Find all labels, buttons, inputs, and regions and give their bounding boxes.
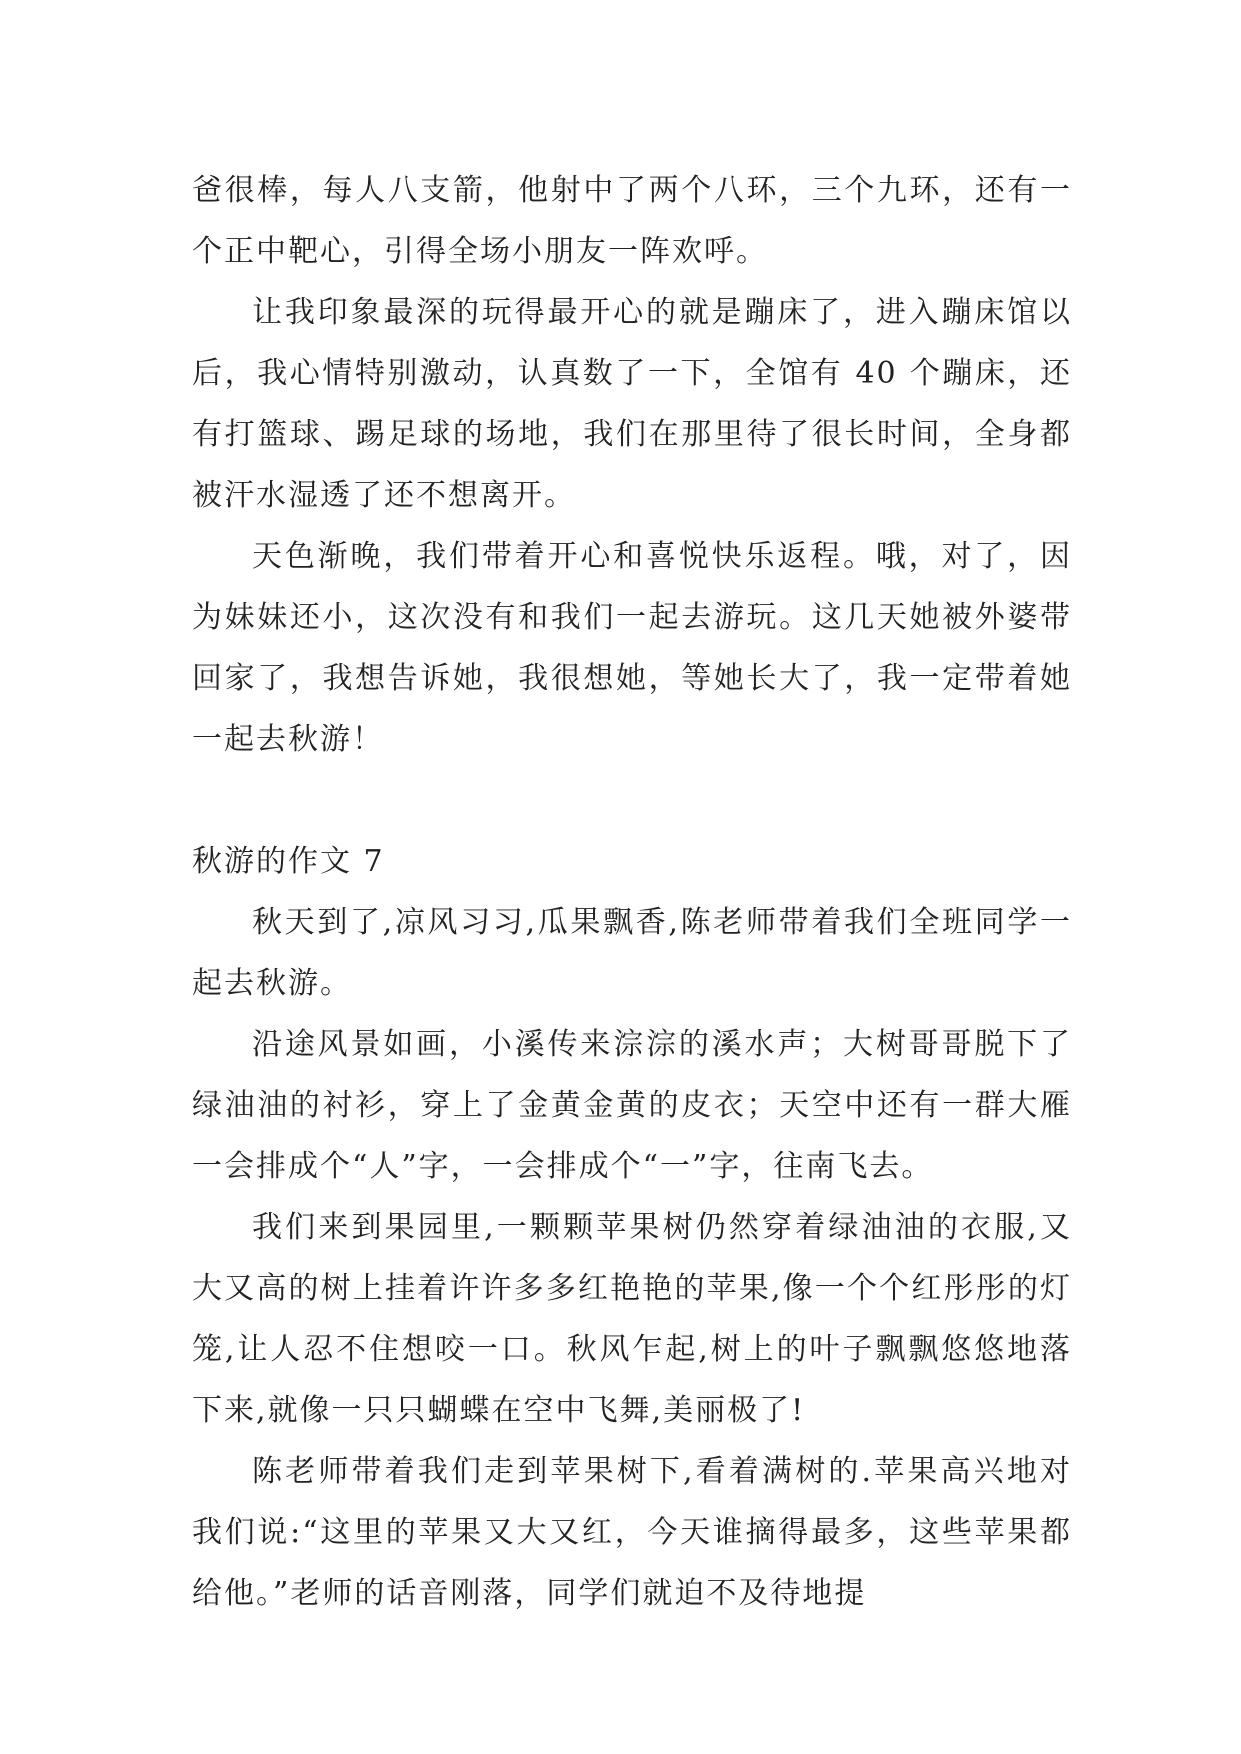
paragraph-1: 爸很棒，每人八支箭，他射中了两个八环，三个九环，还有一个正中靶心，引得全场小朋友一阵欢呼。 xyxy=(192,173,1072,269)
document-body xyxy=(192,160,1072,1624)
paragraph-2: 让我印象最深的玩得最开心的就是蹦床了，进入蹦床馆以后，我心情特别激动，认真数了一下，全馆有 40 个蹦床，还有打篮球、踢足球的场地，我们在那里待了很长时间，全身都被汗水湿透了还不想离开。 xyxy=(192,295,1072,513)
section-title: 秋游的作文 7 xyxy=(192,844,385,879)
paragraph-6: 我们来到果园里,一颗颗苹果树仍然穿着绿油油的衣服,又大又高的树上挂着许许多多红艳艳的苹果,像一个个红彤彤的灯笼,让人忍不住想咬一口。秋风乍起,树上的叶子飘飘悠悠地落下来,就像一只只蝴蝶在空中飞舞,美丽极了! xyxy=(192,1210,1072,1428)
paragraph-4: 秋天到了,凉风习习,瓜果飘香,陈老师带着我们全班同学一起去秋游。 xyxy=(192,905,1072,1001)
paragraph-3: 天色渐晚，我们带着开心和喜悦快乐返程。哦，对了，因为妹妹还小，这次没有和我们一起去游玩。这几天她被外婆带回家了，我想告诉她，我很想她，等她长大了，我一定带着她一起去秋游！ xyxy=(192,539,1072,757)
paragraph-7: 陈老师带着我们走到苹果树下,看着满树的.苹果高兴地对我们说:“这里的苹果又大又红，今天谁摘得最多，这些苹果都给他。”老师的话音刚落，同学们就迫不及待地提 xyxy=(192,1454,1072,1611)
paragraph-5: 沿途风景如画，小溪传来淙淙的溪水声；大树哥哥脱下了绿油油的衬衫，穿上了金黄金黄的皮衣；天空中还有一群大雁一会排成个“人”字，一会排成个“一”字，往南飞去。 xyxy=(192,1027,1072,1184)
